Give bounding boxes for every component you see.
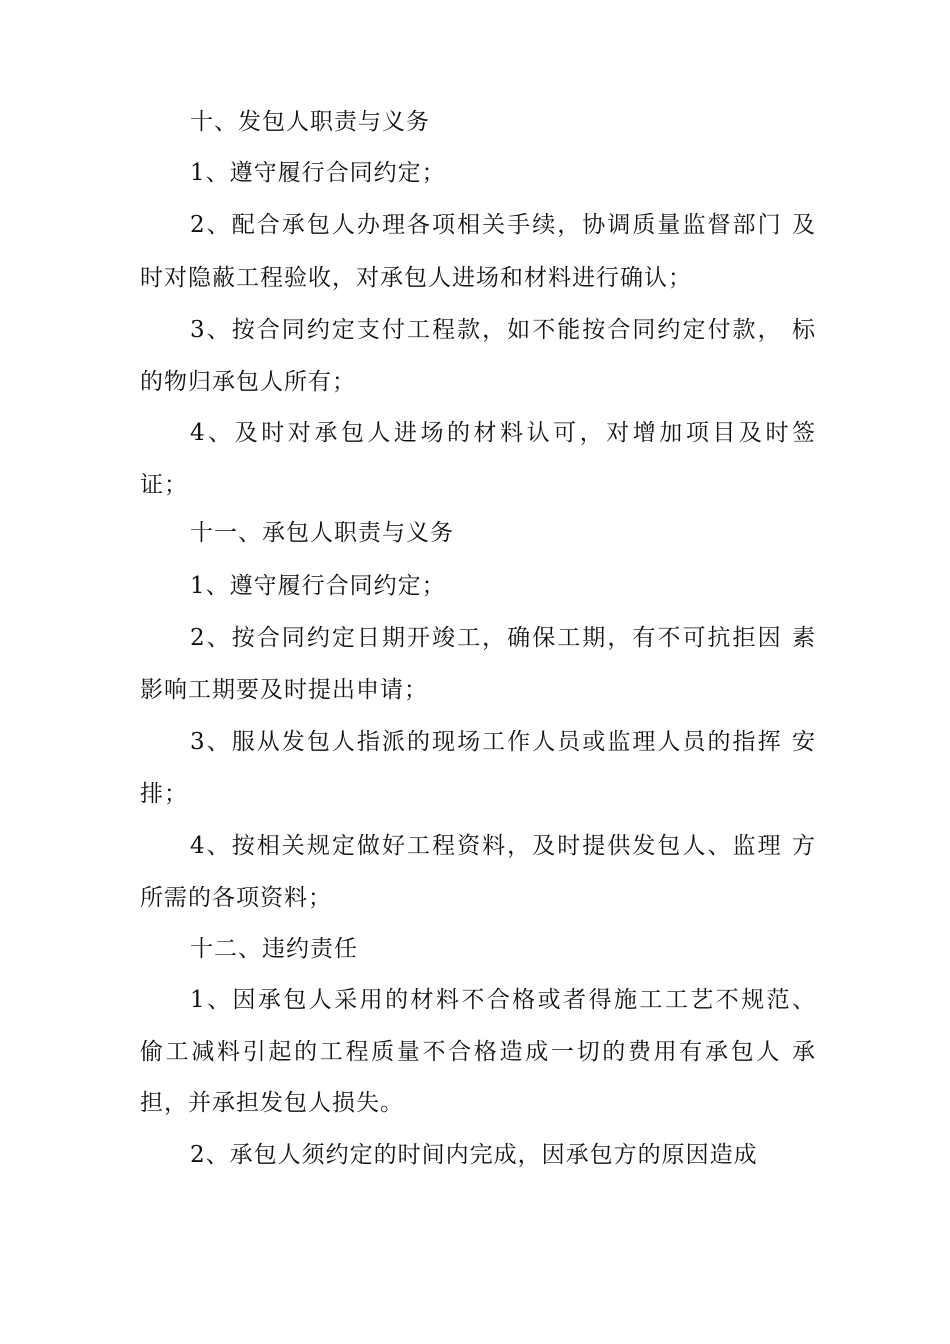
- paragraph-line: 3、按合同约定支付工程款，如不能按合同约定付款， 标: [190, 317, 816, 343]
- section-heading-10: 十、发包人职责与义务: [190, 109, 430, 135]
- section-heading-11: 十一、承包人职责与义务: [190, 520, 454, 546]
- paragraph-line: 担，并承担发包人损失。: [140, 1090, 404, 1116]
- section-heading-12: 十二、违约责任: [190, 936, 358, 962]
- paragraph-line: 1、因承包人采用的材料不合格或者得施工工艺不规范、: [190, 987, 816, 1013]
- paragraph-line: 所需的各项资料；: [140, 885, 332, 911]
- paragraph-line: 2、按合同约定日期开竣工，确保工期，有不可抗拒因 素: [190, 625, 816, 651]
- paragraph-line: 4、按相关规定做好工程资料，及时提供发包人、监理 方: [190, 833, 816, 859]
- paragraph-line: 证；: [140, 472, 188, 498]
- paragraph-line: 3、服从发包人指派的现场工作人员或监理人员的指挥 安: [190, 729, 816, 755]
- paragraph-line: 排；: [140, 781, 188, 807]
- paragraph-line: 1、遵守履行合同约定；: [190, 160, 446, 186]
- paragraph-line: 影响工期要及时提出申请；: [140, 677, 428, 703]
- paragraph-line: 时对隐蔽工程验收，对承包人进场和材料进行确认；: [140, 265, 692, 291]
- paragraph-line: 偷工减料引起的工程质量不合格造成一切的费用有承包人 承: [140, 1039, 816, 1065]
- paragraph-line: 2、配合承包人办理各项相关手续，协调质量监督部门 及: [190, 212, 816, 238]
- paragraph-line: 1、遵守履行合同约定；: [190, 573, 446, 599]
- paragraph-line: 4、及时对承包人进场的材料认可，对增加项目及时签: [190, 420, 816, 446]
- paragraph-line: 2、承包人须约定的时间内完成，因承包方的原因造成: [190, 1142, 758, 1168]
- paragraph-line: 的物归承包人所有；: [140, 369, 356, 395]
